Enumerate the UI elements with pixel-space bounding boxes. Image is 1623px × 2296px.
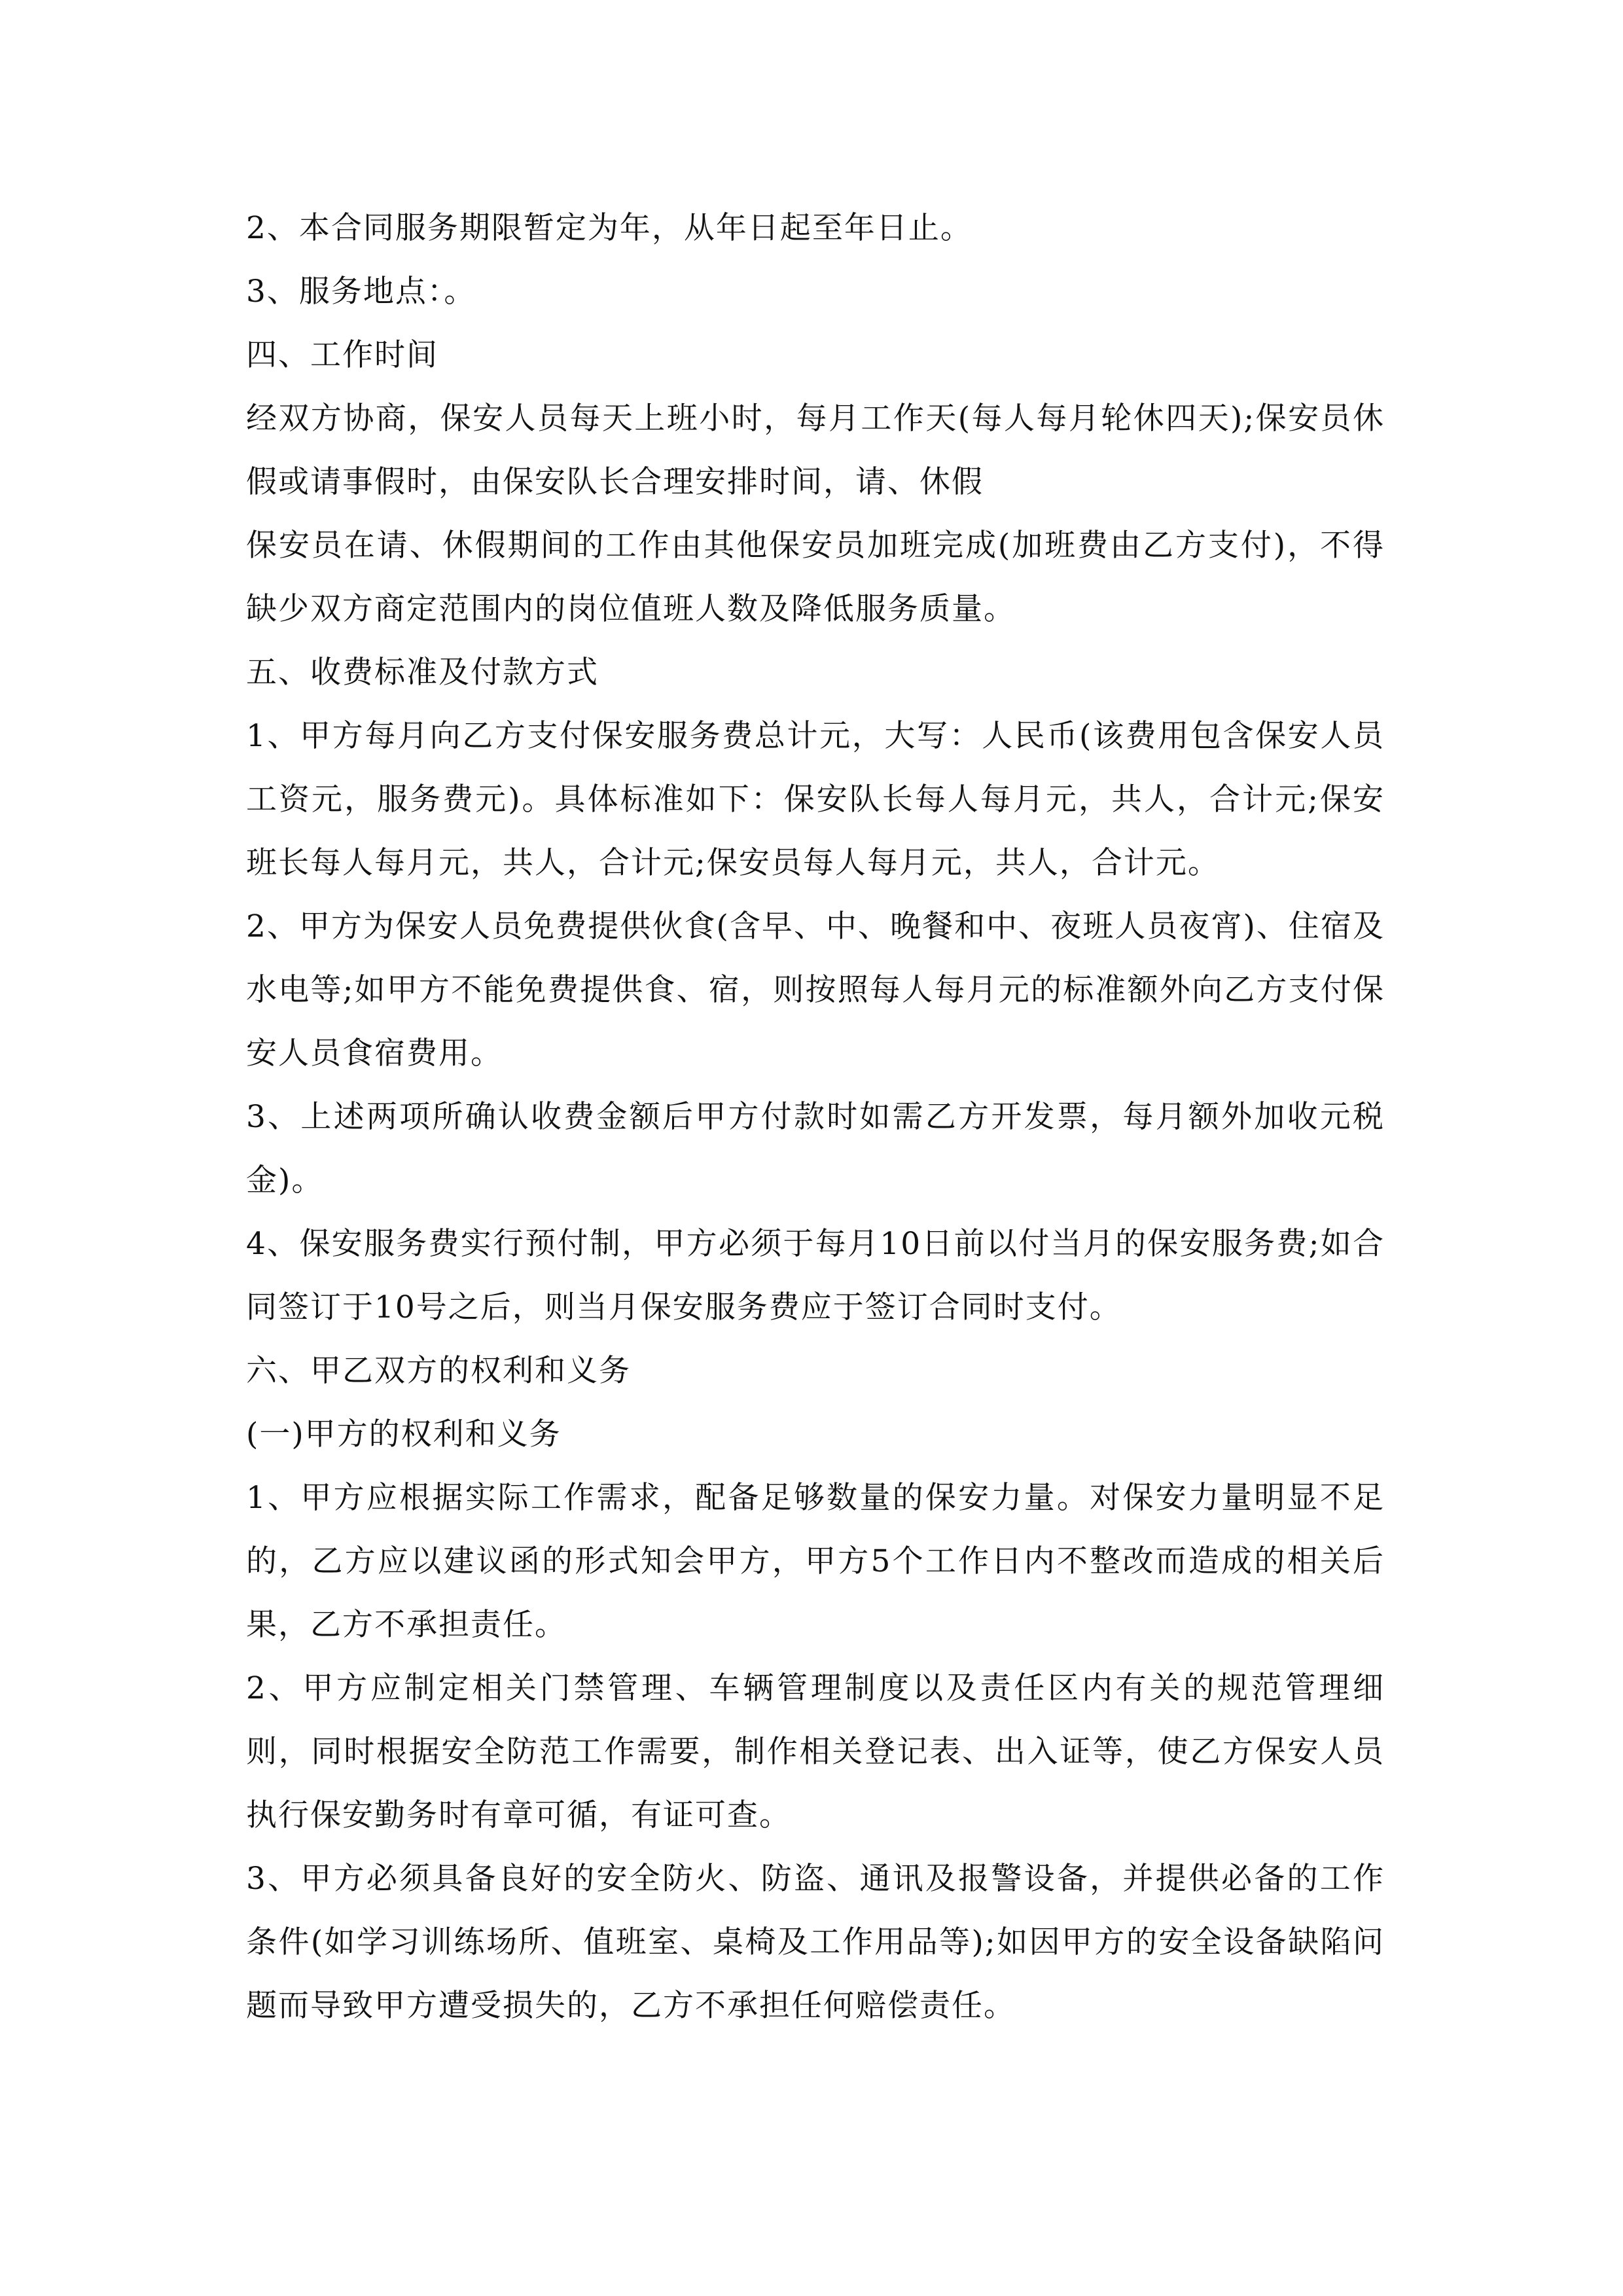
party-a-clause-1: 1、甲方应根据实际工作需求，配备足够数量的保安力量。对保安力量明显不足的，乙方应以建议函的形式知会甲方，甲方5个工作日内不整改而造成的相关后果，乙方不承担责任。 xyxy=(246,1480,1385,1643)
clause-3-location: 3、服务地点：。 xyxy=(246,274,476,310)
work-time-paragraph: 经双方协商，保安人员每天上班小时，每月工作天(每人每月轮休四天);保安员休假或请事假时，由保安队长合理安排时间，请、休假 xyxy=(246,401,1385,500)
section-6-heading: 六、甲乙双方的权利和义务 xyxy=(246,1353,631,1389)
fee-clause-2: 2、甲方为保安人员免费提供伙食(含早、中、晚餐和中、夜班人员夜宵)、住宿及水电等;如甲方不能免费提供食、宿，则按照每人每月元的标准额外向乙方支付保安人员食宿费用。 xyxy=(246,908,1385,1071)
clause-2-term: 2、本合同服务期限暂定为年，从年日起至年日止。 xyxy=(246,210,972,246)
leave-coverage-paragraph: 保安员在请、休假期间的工作由其他保安员加班完成(加班费由乙方支付)，不得缺少双方商定范围内的岗位值班人数及降低服务质量。 xyxy=(246,528,1385,627)
party-a-clause-2: 2、甲方应制定相关门禁管理、车辆管理制度以及责任区内有关的规范管理细则，同时根据安全防范工作需要，制作相关登记表、出入证等，使乙方保安人员执行保安勤务时有章可循，有证可查。 xyxy=(246,1670,1385,1833)
fee-clause-1: 1、甲方每月向乙方支付保安服务费总计元，大写：人民币(该费用包含保安人员工资元，服务费元)。具体标准如下：保安队长每人每月元，共人，合计元;保安班长每人每月元，共人，合计元;保安员每人每月元，共人，合计元。 xyxy=(246,718,1385,881)
fee-clause-4: 4、保安服务费实行预付制，甲方必须于每月10日前以付当月的保安服务费;如合同签订于10号之后，则当月保安服务费应于签订合同时支付。 xyxy=(246,1226,1385,1325)
subsection-party-a-heading: (一)甲方的权利和义务 xyxy=(246,1416,562,1452)
section-5-heading: 五、收费标准及付款方式 xyxy=(246,655,599,691)
fee-clause-3: 3、上述两项所确认收费金额后甲方付款时如需乙方开发票，每月额外加收元税金)。 xyxy=(246,1099,1385,1198)
document-body xyxy=(246,196,1385,2037)
party-a-clause-3: 3、甲方必须具备良好的安全防火、防盗、通讯及报警设备，并提供必备的工作条件(如学习训练场所、值班室、桌椅及工作用品等);如因甲方的安全设备缺陷问题而导致甲方遭受损失的，乙方不承担任何赔偿责任。 xyxy=(246,1861,1385,2024)
section-4-heading: 四、工作时间 xyxy=(246,337,438,373)
